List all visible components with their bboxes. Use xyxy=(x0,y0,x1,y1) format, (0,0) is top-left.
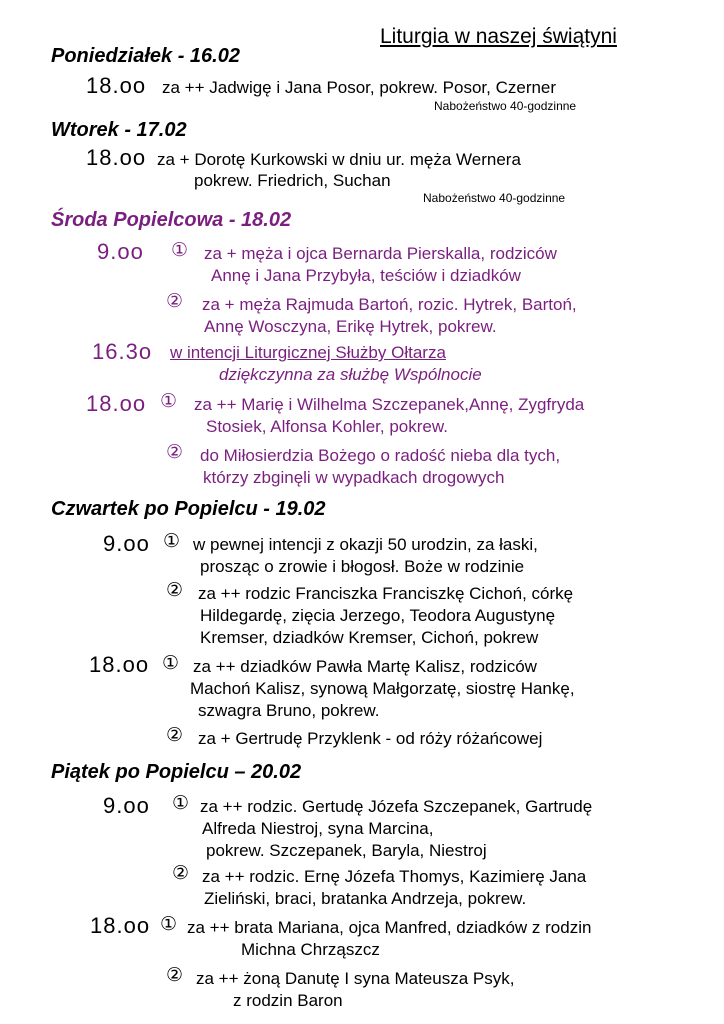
intention-line: z rodzin Baron xyxy=(233,991,343,1010)
intention-line: za + Dorotę Kurkowski w dniu ur. męża Wernera xyxy=(157,150,521,169)
intention-number-icon: ① xyxy=(172,792,190,814)
intention-line: za ++ dziadków Pawła Martę Kalisz, rodziców xyxy=(193,657,537,676)
intention-line: za ++ żoną Danutę I syna Mateusza Psyk, xyxy=(196,969,515,988)
intention-line: Annę Wosczyna, Erikę Hytrek, pokrew. xyxy=(204,317,497,336)
intention-line: za ++ rodzic. Ernę Józefa Thomys, Kazimierę Jana xyxy=(202,867,587,886)
mass-time: 16.3o xyxy=(92,339,153,364)
devotion-note: Nabożeństwo 40-godzinne xyxy=(434,99,577,113)
intention-line: Hildegardę, zięcia Jerzego, Teodora Augustynę xyxy=(200,606,556,625)
mass-time: 18.oo xyxy=(90,913,151,938)
intention-number-icon: ① xyxy=(160,913,178,935)
intention-line: Zieliński, braci, bratanka Andrzeja, pokrew. xyxy=(204,889,527,908)
intention-line: w pewnej intencji z okazji 50 urodzin, za łaski, xyxy=(193,535,538,554)
intention-line: za + męża Rajmuda Bartoń, rozic. Hytrek, Bartoń, xyxy=(202,295,577,314)
intention-number-icon: ① xyxy=(171,239,189,261)
intention-line: pokrew. Szczepanek, Baryla, Niestroj xyxy=(206,841,487,860)
day-heading-ash-wednesday: Środa Popielcowa - 18.02 xyxy=(51,209,292,231)
mass-time: 18.oo xyxy=(86,145,147,170)
intention-line: szwagra Bruno, pokrew. xyxy=(198,701,380,720)
day-heading-monday: Poniedziałek - 16.02 xyxy=(51,45,240,67)
intention-line: do Miłosierdzia Bożego o radość nieba dla tych, xyxy=(200,446,561,465)
intention-line: Annę i Jana Przybyła, teściów i dziadków xyxy=(211,266,521,285)
intention-number-icon: ② xyxy=(172,862,190,884)
page-title: Liturgia w naszej świątyni xyxy=(380,25,617,48)
intention-line: w intencji Liturgicznej Służby Ołtarza xyxy=(170,343,446,362)
intention-line: za + Gertrudę Przyklenk - od róży różańcowej xyxy=(198,729,543,748)
intention-line: za ++ rodzic Franciszka Franciszkę Cichoń, córkę xyxy=(198,584,574,603)
mass-time: 18.oo xyxy=(86,73,147,98)
intention-line: za ++ Jadwigę i Jana Posor, pokrew. Posor, Czerner xyxy=(162,78,557,97)
intention-number-icon: ② xyxy=(166,579,184,601)
intention-line: którzy zbginęli w wypadkach drogowych xyxy=(203,468,505,487)
intention-number-icon: ② xyxy=(166,441,184,463)
intention-line: prosząc o zrowie i błogosł. Boże w rodzinie xyxy=(200,557,525,576)
mass-time: 9.oo xyxy=(103,531,150,556)
intention-line: za ++ Marię i Wilhelma Szczepanek,Annę, Zygfryda xyxy=(194,395,585,414)
intention-line: Kremser, dziadków Kremser, Cichoń, pokrew xyxy=(200,628,539,647)
day-heading-friday: Piątek po Popielcu – 20.02 xyxy=(51,761,302,783)
day-heading-tuesday: Wtorek - 17.02 xyxy=(51,119,187,141)
intention-line: Michna Chrząszcz xyxy=(241,940,380,959)
intention-line: za + męża i ojca Bernarda Pierskalla, rodziców xyxy=(204,244,557,263)
intention-number-icon: ② xyxy=(166,290,184,312)
intention-number-icon: ① xyxy=(163,530,181,552)
intention-line: za ++ rodzic. Gertudę Józefa Szczepanek, Gartrudę xyxy=(200,797,593,816)
intention-line: Stosiek, Alfonsa Kohler, pokrew. xyxy=(206,417,448,436)
intention-line: za ++ brata Mariana, ojca Manfred, dziadków z rodzin xyxy=(187,918,592,937)
mass-time: 18.oo xyxy=(86,391,147,416)
intention-number-icon: ② xyxy=(166,724,184,746)
intention-line: Alfreda Niestroj, syna Marcina, xyxy=(202,819,434,838)
intention-number-icon: ② xyxy=(166,964,184,986)
intention-line: Machoń Kalisz, synową Małgorzatę, siostrę Hankę, xyxy=(190,679,575,698)
mass-time: 9.oo xyxy=(97,239,144,264)
mass-time: 18.oo xyxy=(89,652,150,677)
intention-number-icon: ① xyxy=(162,652,180,674)
day-heading-thursday: Czwartek po Popielcu - 19.02 xyxy=(51,498,326,520)
intention-line: pokrew. Friedrich, Suchan xyxy=(194,171,391,190)
intention-line: dziękczynna za służbę Wspólnocie xyxy=(219,365,482,384)
intention-number-icon: ① xyxy=(160,390,178,412)
mass-time: 9.oo xyxy=(103,793,150,818)
devotion-note: Nabożeństwo 40-godzinne xyxy=(423,191,566,205)
